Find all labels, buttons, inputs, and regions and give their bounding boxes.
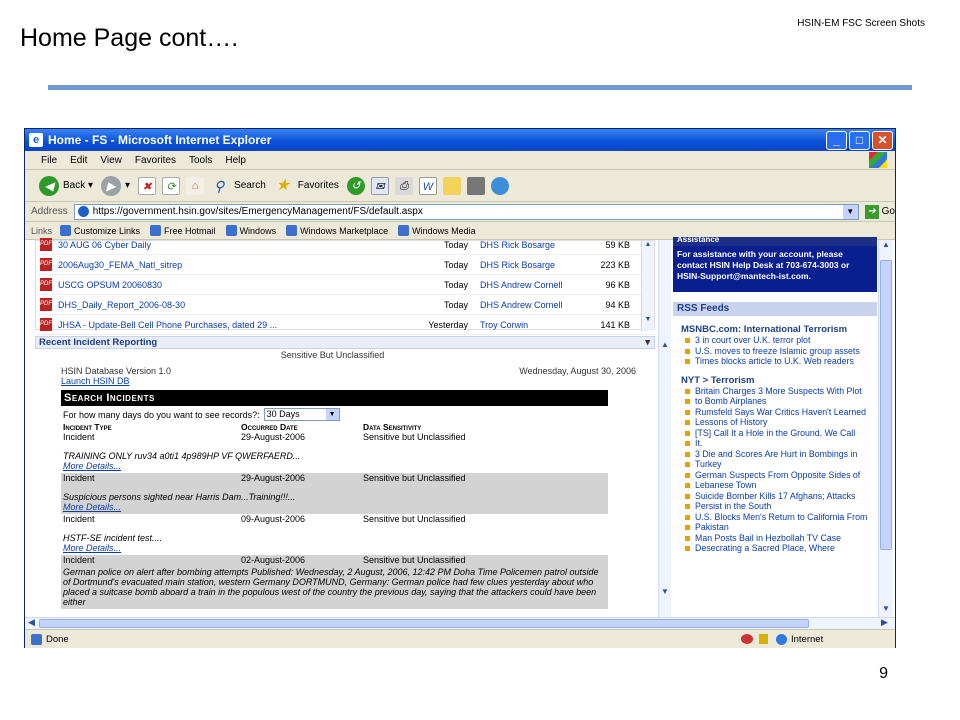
incident-panel-title: Recent Incident Reporting [39,337,158,348]
pdf-icon: PDF [40,258,52,271]
go-label: Go [881,206,895,217]
menu-help[interactable]: Help [225,154,246,166]
minimize-button[interactable]: _ [826,131,847,150]
go-button[interactable] [865,205,895,219]
document-row[interactable] [36,255,654,275]
home-icon[interactable]: ⌂ [186,177,204,195]
link-label: Customize Links [74,225,141,236]
status-bar [25,629,895,648]
incident-record [61,432,608,473]
address-dropdown-icon[interactable]: ▼ [843,205,858,219]
scroll-up-icon[interactable]: ▲ [644,241,652,248]
current-date: Wednesday, August 30, 2006 [519,366,636,376]
incident-sensitivity: Sensitive but Unclassified [363,432,466,442]
more-details-link[interactable]: More Details... [63,461,122,471]
link-label: Windows Marketplace [300,225,389,236]
pdf-icon: PDF [40,318,52,331]
header-occurred-date: Occurred Date [241,422,298,432]
feed-source-title[interactable]: NYT > Terrorism [681,374,755,386]
document-date: Today [443,239,468,250]
stop-icon[interactable]: ✖ [138,177,156,195]
launch-db-link[interactable]: Launch HSIN DB [61,376,130,386]
slide-title: Home Page cont…. [20,24,239,52]
document-row[interactable] [36,275,654,295]
document-row[interactable] [36,235,654,255]
document-author[interactable]: DHS Andrew Cornell [480,299,563,310]
feed-item[interactable]: Desecrating a Sacred Place, Where [673,543,877,549]
scroll-up-icon[interactable]: ▲ [882,240,890,249]
document-size: 96 KB [605,279,630,290]
links-label: Links [31,225,53,236]
menu-bar [25,151,895,170]
document-row[interactable] [36,295,654,315]
security-zone: Internet [791,633,824,645]
feed-item[interactable]: U.S. moves to freeze Islamic group assets [673,346,877,357]
address-input[interactable] [74,204,859,220]
incident-type: Incident [63,555,95,565]
feed-item[interactable]: Suicide Bomber Kills 17 Afghans; Attacks [673,491,877,502]
scroll-right-icon[interactable]: ▶ [881,617,888,627]
header-incident-type: Incident Type [63,422,112,432]
assistance-title: Assistance [673,237,877,246]
ie-icon: e [29,133,43,147]
incident-frame [35,350,655,620]
days-prompt: For how many days do you want to see records?: [63,409,260,420]
incident-date: 29-August-2006 [241,473,306,483]
favorites-button[interactable] [274,177,339,195]
menu-favorites[interactable]: Favorites [134,154,176,166]
forward-button[interactable]: ▶ ▾ [101,176,130,196]
slide-divider [48,85,912,90]
feed-item[interactable]: Man Posts Bail in Hezbollah TV Case [673,533,877,544]
discuss-icon[interactable] [443,177,461,195]
address-bar [25,202,895,222]
feed-item-continuation[interactable]: Lebanese Town [673,480,877,491]
address-label: Address [31,206,68,217]
document-size: 223 KB [600,259,630,270]
back-label: Back [63,180,86,191]
browser-window [24,128,896,648]
window-title: Home - FS - Microsoft Internet Explorer [48,133,272,147]
incident-sensitivity: Sensitive but Unclassified [363,514,466,524]
feed-item-continuation[interactable]: Lessons of History [673,417,877,428]
incident-date: 09-August-2006 [241,514,306,524]
search-icon: ⚲ [213,177,225,194]
feed-source-title[interactable]: MSNBC.com: International Terrorism [681,324,848,335]
favorites-star-icon: ★ [275,176,290,194]
internet-zone-icon [776,634,787,645]
link-label: Windows [239,225,277,236]
document-author[interactable]: Troy Corwin [480,319,529,330]
search-button[interactable] [210,177,266,195]
incident-date: 29-August-2006 [241,432,306,442]
search-label: Search [234,180,266,191]
document-author[interactable]: DHS Andrew Cornell [480,279,563,290]
go-arrow-icon: ➔ [865,205,879,219]
slide-page-number: 9 [879,665,888,682]
windows-flag-icon [869,152,887,168]
standard-toolbar [25,170,895,202]
page-content [25,235,895,617]
incident-sensitivity: Sensitive but Unclassified [363,555,466,565]
incident-table-header [61,422,608,432]
document-name[interactable]: 30 AUG 06 Cyber Daily [58,239,152,250]
history-icon[interactable]: ↺ [347,177,365,195]
document-date: Yesterday [428,319,468,330]
document-name[interactable]: USCG OPSUM 20060830 [58,279,163,290]
scroll-up-icon[interactable]: ▲ [661,340,669,349]
refresh-icon[interactable]: ⟳ [162,177,180,195]
incident-record [61,555,608,609]
mail-icon[interactable]: ✉ [371,177,389,195]
document-size: 141 KB [600,319,630,330]
incident-description: Suspicious persons sighted near Harris Dam...Training!!!... [63,492,296,502]
incident-type: Incident [63,432,95,442]
document-size: 94 KB [605,299,630,310]
document-name[interactable]: 2006Aug30_FEMA_Natl_sitrep [58,259,183,270]
feed-item-continuation[interactable]: Pakistan [673,522,877,533]
search-incidents-title: Search Incidents [61,390,608,406]
feed-item[interactable]: Times blocks article to U.K. Web readers [673,356,877,367]
more-details-link[interactable]: More Details... [63,502,122,512]
feed-item[interactable]: U.S. Blocks Men's Return to California From [673,512,877,523]
scroll-down-icon[interactable]: ▼ [644,316,652,323]
rss-feeds-title: RSS Feeds [673,302,877,316]
scroll-down-icon[interactable]: ▼ [661,587,669,596]
document-date: Today [443,299,468,310]
left-pane [35,240,655,617]
menu-tools[interactable]: Tools [188,154,213,166]
lock-icon[interactable] [759,634,768,644]
document-date: Today [443,259,468,270]
incident-scrollbar[interactable] [658,240,671,617]
page-done-icon [31,634,42,645]
assistance-text: For assistance with your account, please contact HSIN Help Desk at 703-674-3003 or HSIN-Support@mantech-ist.com. [673,246,877,292]
incident-record [61,473,608,514]
pdf-icon: PDF [40,298,52,311]
forward-arrow-icon: ▶ [101,176,121,196]
back-button[interactable]: ◀ Back ▾ [39,176,93,196]
link-label: Windows Media [412,225,476,236]
incident-date: 02-August-2006 [241,555,306,565]
days-select[interactable] [264,408,340,421]
db-version: HSIN Database Version 1.0 [61,366,172,376]
chevron-down-icon[interactable]: ▼ [326,409,339,420]
incident-record [61,514,608,555]
header-data-sensitivity: Data Sensitivity [363,422,422,432]
close-button[interactable]: ✕ [872,131,893,150]
panel-menu-icon[interactable]: ▾ [645,337,650,348]
documents-list [35,240,655,330]
incident-description: German police on alert after bombing attempts Published: Wednesday, 2 August, 2006, 12:42 PM Doha Time Policemen patrol outside of Dortmund's evacuated main station, western Germany DORTMUND, Germany: German police had few clues yesterday about who placed a suitcase bomb aboard a train in the populous west of the country the previous day, saying that the attackers could have been either [63,567,599,607]
more-details-link[interactable]: More Details... [63,543,122,553]
incident-type: Incident [63,514,95,524]
address-url: https://government.hsin.gov/sites/EmergencyManagement/FS/default.aspx [92,206,423,217]
documents-scrollbar[interactable] [641,241,654,331]
feed-item-continuation[interactable]: to Bomb Airplanes [673,396,877,407]
scrollbar-thumb[interactable] [880,260,892,550]
document-name[interactable]: DHS_Daily_Report_2006-08-30 [58,299,186,310]
feed-item-continuation[interactable]: Turkey [673,459,877,470]
research-icon[interactable] [467,177,485,195]
incident-sensitivity: Sensitive but Unclassified [363,473,466,483]
pdf-icon: PDF [40,278,52,291]
scrollbar-thumb[interactable] [39,619,809,628]
right-pane [673,235,877,617]
privacy-icon[interactable] [741,634,753,644]
feed-item[interactable]: Rumsfeld Says War Critics Haven't Learned [673,407,877,418]
window-titlebar[interactable] [25,129,895,151]
feed-item[interactable]: 3 in court over U.K. terror plot [673,335,877,346]
incident-panel-header [35,336,655,349]
slide-header-note: HSIN-EM FSC Screen Shots [797,18,925,29]
document-name[interactable]: JHSA - Update-Bell Cell Phone Purchases, dated 29 ... [58,319,278,330]
document-size: 59 KB [605,239,630,250]
horizontal-scrollbar[interactable] [25,617,895,629]
pdf-icon: PDF [40,238,52,251]
feed-item[interactable]: German Suspects From Opposite Sides of [673,470,877,481]
scroll-down-icon[interactable]: ▼ [882,604,890,613]
back-arrow-icon: ◀ [39,176,59,196]
feed-item[interactable]: 3 Die and Scores Are Hurt in Bombings in [673,449,877,460]
menu-file[interactable]: File [41,154,58,166]
sbu-banner: Sensitive But Unclassified [280,350,385,360]
edit-icon[interactable]: W [419,177,437,195]
db-info-line [61,366,636,376]
maximize-button[interactable]: □ [849,131,870,150]
link-label: Free Hotmail [164,225,216,236]
status-text: Done [46,633,69,645]
page-icon [78,206,89,217]
document-date: Today [443,279,468,290]
scroll-left-icon[interactable]: ◀ [28,617,35,627]
incident-description: HSTF-SE incident test.... [63,533,163,543]
feed-item-continuation[interactable]: It. [673,438,877,449]
menu-view[interactable]: View [100,154,122,166]
document-author[interactable]: DHS Rick Bosarge [480,239,556,250]
search-incidents-box [61,390,608,609]
document-author[interactable]: DHS Rick Bosarge [480,259,556,270]
messenger-icon[interactable] [491,177,509,195]
days-select-value: 30 Days [266,409,300,419]
feed-item-continuation[interactable]: Persist in the South [673,501,877,512]
feed-item[interactable]: [TS] Call It a Hole in the Ground. We Call [673,428,877,439]
menu-edit[interactable]: Edit [70,154,88,166]
feed-item[interactable]: Britain Charges 3 More Suspects With Plot [673,386,877,397]
incident-type: Incident [63,473,95,483]
favorites-label: Favorites [297,180,339,191]
days-filter [61,408,608,421]
page-scrollbar[interactable] [878,240,893,617]
document-row[interactable] [36,315,654,335]
print-icon[interactable]: ⎙ [395,177,413,195]
incident-description: TRAINING ONLY ruv34 a0ti1 4p989HP VF QWERFAERD... [63,451,301,461]
